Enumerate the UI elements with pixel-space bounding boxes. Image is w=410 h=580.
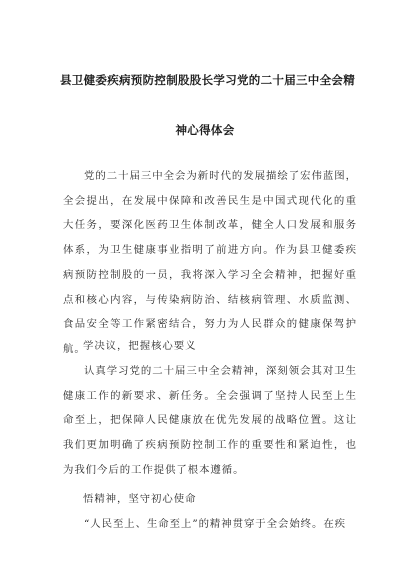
document-title-line-2: 神心得体会 — [175, 123, 235, 137]
section-heading-mission: 悟精神，坚守初心使命 — [83, 493, 197, 505]
paragraph-intro: 党的二十届三中全会为新时代的发展描绘了宏伟蓝图，全会提出，在发展中保障和改善民生是中国式现代化的重大任务，要深化医药卫生体制改革，健全人口发展和服务体系，为卫生健康事业指明了前进方向。作为县卫健委疾病预防控制股的一员，我将深入学习全会精神，把握好重点和核心内容，与传染病防治、结核病管理、水质监测、食品安全等工作紧密结合，努力为人民群众的健康保驾护航。 — [63, 170, 357, 355]
paragraph-mission: “人民至上、生命至上”的精神贯穿于全会始终。在疾 — [84, 518, 347, 530]
section-heading-study-resolution: 学决议，把握核心要义 — [83, 340, 197, 352]
paragraph-study-resolution: 认真学习党的二十届三中全会精神，深刻领会其对卫生健康工作的新要求、新任务。全会强调了坚持人民至上生命至上，把保障人民健康放在优先发展的战略位置。这让我们更加明确了疾病预防控制工作的重要性和紧迫性，也为我们今后的工作提供了根本遵循。 — [63, 365, 357, 476]
document-title-line-1: 县卫健委疾病预防控制股股长学习党的二十届三中全会精 — [60, 73, 355, 87]
